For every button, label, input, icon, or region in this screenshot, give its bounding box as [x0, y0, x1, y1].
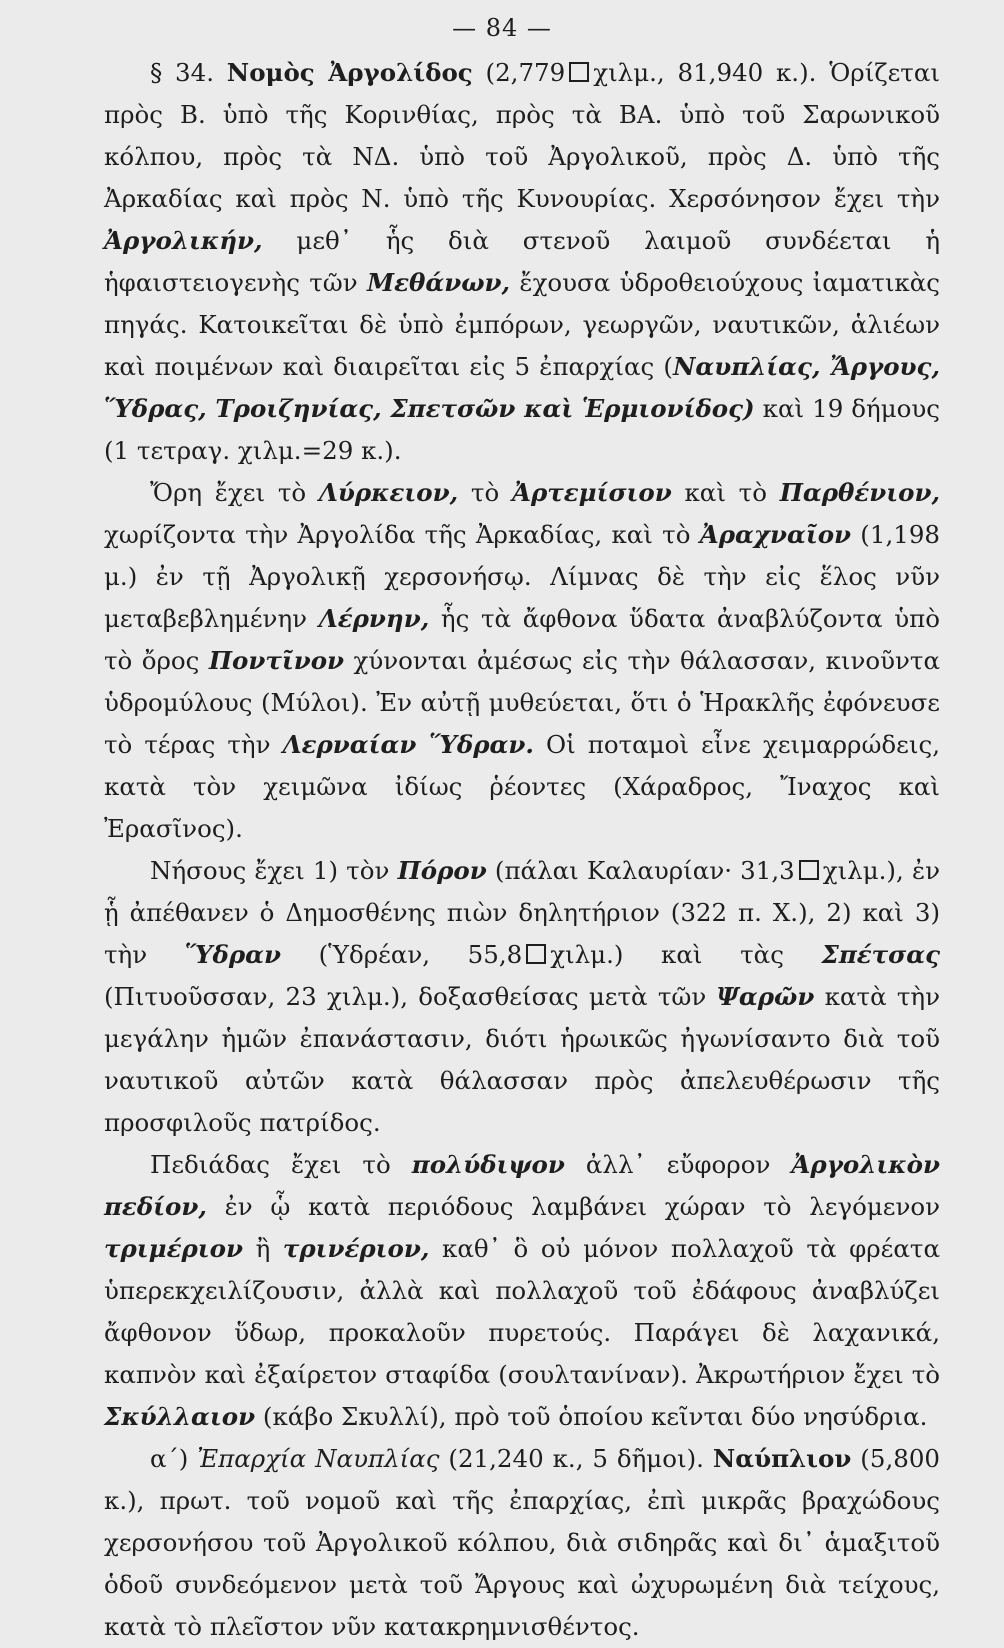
town-name: Ναύπλιον: [712, 1444, 852, 1473]
section-title: Νομὸς Ἀργολίδος: [226, 58, 473, 87]
emphasis-term: τρινέριον,: [282, 1234, 430, 1263]
section-number: § 34.: [150, 58, 214, 87]
place-name: Πόρον: [397, 856, 487, 885]
paragraph-nafplion: α΄) Ἐπαρχία Ναυπλίας (21,240 κ., 5 δῆμοι). Ναύπλιον (5,800 κ.), πρωτ. τοῦ νομοῦ καὶ τῆς ἐπαρχίας, ἐπὶ μικρᾶς βραχώδους χερσονήσου τοῦ Ἀργολικοῦ κόλπου, διὰ σιδηρᾶς καὶ δι᾽ ἁμαξιτοῦ ὁδοῦ συνδεόμενον μετὰ τοῦ Ἄργους καὶ ὠχυρωμένη διὰ τείχους, κατὰ τὸ πλεῖστον νῦν κατακρημνισθέντος.: [104, 1444, 940, 1641]
place-name: Μεθάνων,: [367, 268, 511, 297]
place-name: Ἀρτεμίσιον: [511, 478, 672, 507]
place-name: Ἀραχναῖον: [699, 520, 852, 549]
paragraph-plains: Πεδιάδας ἔχει τὸ πολύδιψον ἀλλ᾽ εὔφορον Ἀργολικὸν πεδίον, ἐν ᾧ κατὰ περιόδους λαμβάνει χώραν τὸ λεγόμενον τριμέριον ἢ τρινέριον, καθ᾽ ὃ οὐ μόνον πολλαχοῦ τὰ φρέατα ὑπερεκχειλίζουσιν, ἀλλὰ καὶ πολλαχοῦ τοῦ ἐδάφους ἀναβλύζει ἄφθονον ὕδωρ, προκαλοῦν πυρετούς. Παράγει δὲ λαχανικά, καπνὸν καὶ ἐξαίρετον σταφίδα (σουλτανίναν). Ἀκρωτήριον ἔχει τὸ Σκύλλαιον (κάβο Σκυλλί), πρὸ τοῦ ὁποίου κεῖνται δύο νησύδρια.: [104, 1150, 941, 1431]
square-symbol-icon: [569, 62, 589, 82]
place-name: Ἀργολικήν,: [104, 226, 263, 255]
place-name: Ψαρῶν: [716, 982, 815, 1011]
emphasis-term: πολύδιψον: [411, 1150, 565, 1179]
emphasis-term: τριμέριον: [104, 1234, 243, 1263]
place-name: Λύρκειον,: [318, 478, 459, 507]
place-name: Λερναίαν Ὕδραν.: [282, 730, 534, 759]
square-symbol-icon: [799, 860, 819, 880]
place-name: Λέρνην,: [318, 604, 430, 633]
subsection-title: Ἐπαρχία Ναυπλίας: [197, 1444, 440, 1473]
paragraph-islands: Νήσους ἔχει 1) τὸν Πόρον (πάλαι Καλαυρίαν· 31,3 χιλμ.), ἐν ᾗ ἀπέθανεν ὁ Δημοσθένης πιὼν δηλητήριον (322 π. Χ.), 2) καὶ 3) τὴν Ὕδραν (Ὑδρέαν, 55,8 χιλμ.) καὶ τὰς Σπέτσας (Πιτυοῦσσαν, 23 χιλμ.), δοξασθείσας μετὰ τῶν Ψαρῶν κατὰ τὴν μεγάλην ἡμῶν ἐπανάστασιν, διότι ἡρωικῶς ἠγωνίσαντο διὰ τοῦ ναυτικοῦ αὐτῶν κατὰ θάλασσαν πρὸς ἀπελευθέρωσιν τῆς προσφιλοῦς πατρίδος.: [104, 856, 940, 1137]
place-name: Ποντῖνον: [208, 646, 345, 675]
paragraph-mountains: Ὄρη ἔχει τὸ Λύρκειον, τὸ Ἀρτεμίσιον καὶ τὸ Παρθένιον, χωρίζοντα τὴν Ἀργολίδα τῆς Ἀρκαδίας, καὶ τὸ Ἀραχναῖον (1,198 μ.) ἐν τῇ Ἀργολικῇ χερσονήσῳ. Λίμνας δὲ τὴν εἰς ἕλος νῦν μεταβεβλημένην Λέρνην, ἧς τὰ ἄφθονα ὕδατα ἀναβλύζοντα ὑπὸ τὸ ὄρος Ποντῖνον χύνονται ἀμέσως εἰς τὴν θάλασσαν, κινοῦντα ὑδρομύλους (Μύλοι). Ἐν αὐτῇ μυθεύεται, ὅτι ὁ Ἡρακλῆς ἐφόνευσε τὸ τέρας τὴν Λερναίαν Ὕδραν. Οἱ ποταμοὶ εἶνε χειμαρρώδεις, κατὰ τὸν χειμῶνα ἰδίως ῥέοντες (Χάραδρος, Ἴναχος καὶ Ἐρασῖνος).: [104, 478, 940, 843]
place-name: Ναυπλίας, Ἄργους, Ὕδρας, Τροιζηνίας, Σπετσῶν καὶ Ἑρμιονίδος): [104, 352, 941, 423]
place-name: Ἀργολικὸν πεδίον,: [104, 1150, 940, 1221]
place-name: Σκύλλαιον: [104, 1402, 256, 1431]
paragraph-argolis-intro: § 34. Νομὸς Ἀργολίδος (2,779 χιλμ., 81,940 κ.). Ὁρίζεται πρὸς Β. ὑπὸ τῆς Κορινθίας, πρὸς τὰ ΒΑ. ὑπὸ τοῦ Σαρωνικοῦ κόλπου, πρὸς τὰ ΝΔ. ὑπὸ τοῦ Ἀργολικοῦ, πρὸς Δ. ὑπὸ τῆς Ἀρκαδίας καὶ πρὸς Ν. ὑπὸ τῆς Κυνουρίας. Χερσόνησον ἔχει τὴν Ἀργολικήν, μεθ᾽ ἧς διὰ στενοῦ λαιμοῦ συνδέεται ἡ ἡφαιστειογενὴς τῶν Μεθάνων, ἔχουσα ὑδροθειούχους ἰαματικὰς πηγάς. Κατοικεῖται δὲ ὑπὸ ἐμπόρων, γεωργῶν, ναυτικῶν, ἁλιέων καὶ ποιμένων καὶ διαιρεῖται εἰς 5 ἐπαρχίας (Ναυπλίας, Ἄργους, Ὕδρας, Τροιζηνίας, Σπετσῶν καὶ Ἑρμιονίδος) καὶ 19 δήμους (1 τετραγ. χιλμ.=29 κ.).: [104, 58, 941, 465]
square-symbol-icon: [526, 944, 546, 964]
place-name: Παρθένιον,: [779, 478, 940, 507]
place-name: Ὕδραν: [184, 940, 281, 969]
place-name: Σπέτσας: [821, 940, 940, 969]
page-number: — 84 —: [452, 14, 552, 42]
body-text: [104, 52, 940, 1648]
